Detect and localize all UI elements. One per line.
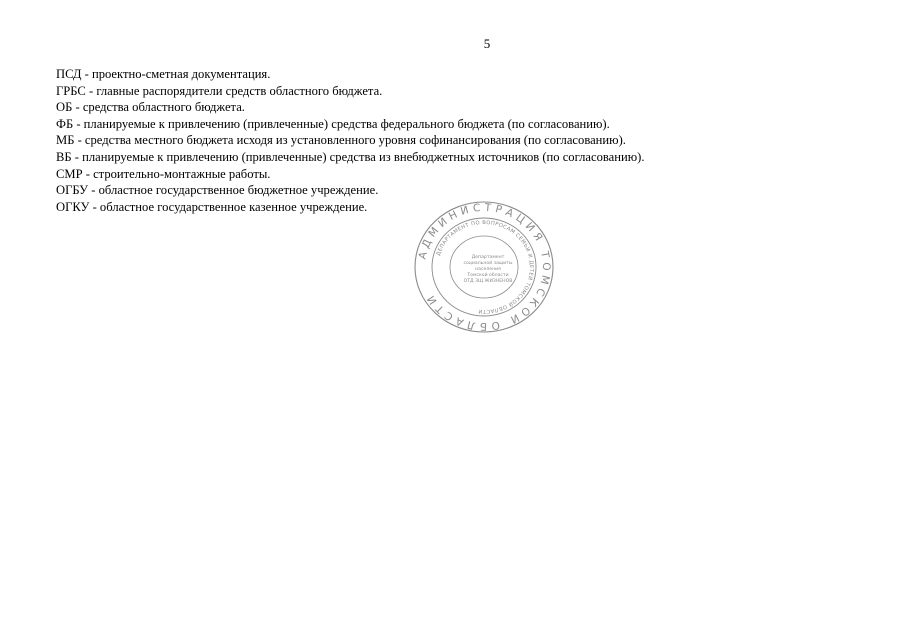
svg-text:Томской области: Томской области bbox=[467, 273, 509, 278]
official-seal bbox=[410, 201, 558, 333]
seal-center-text bbox=[463, 254, 512, 284]
abbreviation-item-mb: МБ - средства местного бюджета исходя из установленного уровня софинансирования (по согласованию). bbox=[56, 133, 626, 148]
abbreviation-item-fb: ФБ - планируемые к привлечению (привлеченные) средства федерального бюджета (по согласованию). bbox=[56, 116, 610, 131]
svg-text:населения: населения bbox=[475, 267, 501, 272]
seal-inner-text: ДЕПАРТАМЕНТ ПО ВОПРОСАМ СЕМЬИ И ДЕТЕЙ ТОМСКОЙ ОБЛАСТИ bbox=[435, 219, 535, 315]
abbreviation-item-psd: ПСД - проектно-сметная документация. bbox=[56, 67, 271, 81]
seal-graphic bbox=[410, 201, 558, 333]
svg-text:Департамент: Департамент bbox=[471, 255, 505, 260]
svg-text:социальной защиты: социальной защиты bbox=[463, 261, 513, 266]
svg-text:ОТД ЗЩ ЖИЗНЕНОВ: ОТД ЗЩ ЖИЗНЕНОВ bbox=[463, 279, 513, 284]
abbreviation-item-ogku: ОГКУ - областное государственное казенное учреждение. bbox=[56, 199, 368, 214]
abbreviation-item-smr: СМР - строительно-монтажные работы. bbox=[56, 166, 271, 181]
abbreviation-item-vb: ВБ - планируемые к привлечению (привлеченные) средства из внебюджетных источников (по согласованию). bbox=[56, 149, 645, 164]
abbreviation-item-ob: ОБ - средства областного бюджета. bbox=[56, 100, 245, 115]
seal-outer-text: АДМИНИСТРАЦИЯ ТОМСКОЙ ОБЛАСТИ bbox=[416, 201, 553, 333]
abbreviation-item-grbs: ГРБС - главные распорядители средств областного бюджета. bbox=[56, 83, 383, 98]
abbreviation-list bbox=[56, 66, 645, 215]
page-number: 5 bbox=[483, 36, 491, 51]
abbreviation-item-ogbu: ОГБУ - областное государственное бюджетное учреждение. bbox=[56, 183, 379, 198]
